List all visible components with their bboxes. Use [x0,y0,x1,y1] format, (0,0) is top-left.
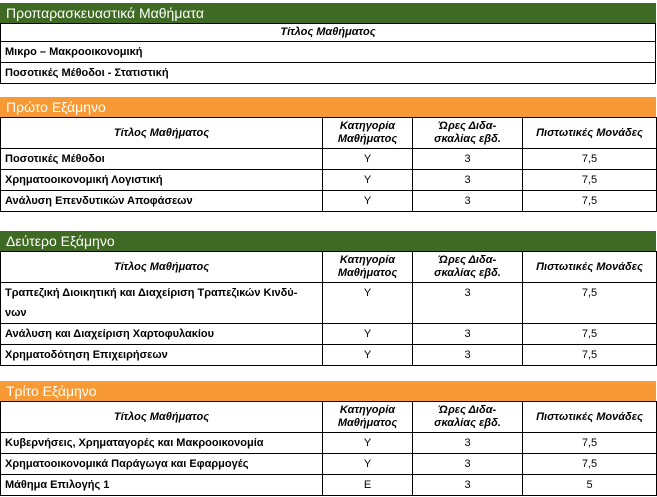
course-credits: 7,5 [523,283,657,324]
table-first-semester [0,117,657,212]
course-title: Χρηματοοικονομική Λογιστική [1,170,323,191]
course-title: Μικρο – Μακροοικονομική [1,42,656,63]
column-header-row [1,118,657,149]
course-credits: 7,5 [523,324,657,345]
table-third-semester [0,401,657,496]
course-category: Υ [323,170,413,191]
course-hours: 3 [413,454,523,475]
course-title: Κυβερνήσεις, Χρηματαγορές και Μακροοικονομία [1,433,323,454]
course-category: Υ [323,433,413,454]
course-category: Ε [323,475,413,496]
course-hours: 3 [413,475,523,496]
table-row [1,475,657,496]
course-credits: 7,5 [523,191,657,212]
table-row [1,149,657,170]
course-credits: 7,5 [523,433,657,454]
section-header-first-semester: Πρώτο Εξάμηνο [0,97,656,117]
table-preparatory [0,23,656,84]
course-category: Υ [323,345,413,366]
column-header-title: Τίτλος Μαθήματος [1,24,656,42]
column-header-category: Κατηγορία Μαθήματος [323,252,413,283]
column-header-credits: Πιστωτικές Μονάδες [523,402,657,433]
table-row [1,345,657,366]
column-header-title: Τίτλος Μαθήματος [1,118,323,149]
course-credits: 5 [523,475,657,496]
course-hours: 3 [413,170,523,191]
section-header-second-semester: Δεύτερο Εξάμηνο [0,231,656,251]
course-hours: 3 [413,283,523,324]
course-category: Υ [323,454,413,475]
column-header-row [1,252,657,283]
table-second-semester [0,251,657,366]
section-header-third-semester: Τρίτο Εξάμηνο [0,381,656,401]
course-credits: 7,5 [523,149,657,170]
course-credits: 7,5 [523,170,657,191]
column-header-hours: Ώρες Διδα- σκαλίας εβδ. [413,118,523,149]
column-header-title: Τίτλος Μαθήματος [1,402,323,433]
column-header-category: Κατηγορία Μαθήματος [323,402,413,433]
column-header-row [1,402,657,433]
course-hours: 3 [413,324,523,345]
table-row [1,42,656,63]
section-preparatory [0,3,656,84]
course-title: Τραπεζική Διοικητική και Διαχείριση Τραπεζικών Κινδύ- νων [1,283,323,324]
course-hours: 3 [413,191,523,212]
course-credits: 7,5 [523,345,657,366]
table-row [1,63,656,84]
course-title: Ποσοτικές Μέθοδοι [1,149,323,170]
course-category: Υ [323,283,413,324]
course-hours: 3 [413,433,523,454]
section-second-semester [0,231,656,366]
table-row [1,454,657,475]
column-header-credits: Πιστωτικές Μονάδες [523,252,657,283]
course-title: Χρηματοοικονομικά Παράγωγα και Εφαρμογές [1,454,323,475]
course-title: Ποσοτικές Μέθοδοι - Στατιστική [1,63,656,84]
course-hours: 3 [413,149,523,170]
column-header-title: Τίτλος Μαθήματος [1,252,323,283]
table-row [1,170,657,191]
course-credits: 7,5 [523,454,657,475]
course-category: Υ [323,149,413,170]
course-category: Υ [323,191,413,212]
course-title: Μάθημα Επιλογής 1 [1,475,323,496]
table-row [1,324,657,345]
section-first-semester [0,97,656,212]
course-title: Ανάλυση Επενδυτικών Αποφάσεων [1,191,323,212]
column-header-hours: Ώρες Διδα- σκαλίας εβδ. [413,402,523,433]
course-category: Υ [323,324,413,345]
course-hours: 3 [413,345,523,366]
column-header-credits: Πιστωτικές Μονάδες [523,118,657,149]
course-title: Χρηματοδότηση Επιχειρήσεων [1,345,323,366]
table-row [1,433,657,454]
table-row [1,283,657,324]
course-title: Ανάλυση και Διαχείριση Χαρτοφυλακίου [1,324,323,345]
section-third-semester [0,381,656,496]
section-header-preparatory: Προπαρασκευαστικά Μαθήματα [0,3,656,23]
column-header-category: Κατηγορία Μαθήματος [323,118,413,149]
table-row [1,191,657,212]
column-header-hours: Ώρες Διδα- σκαλίας εβδ. [413,252,523,283]
